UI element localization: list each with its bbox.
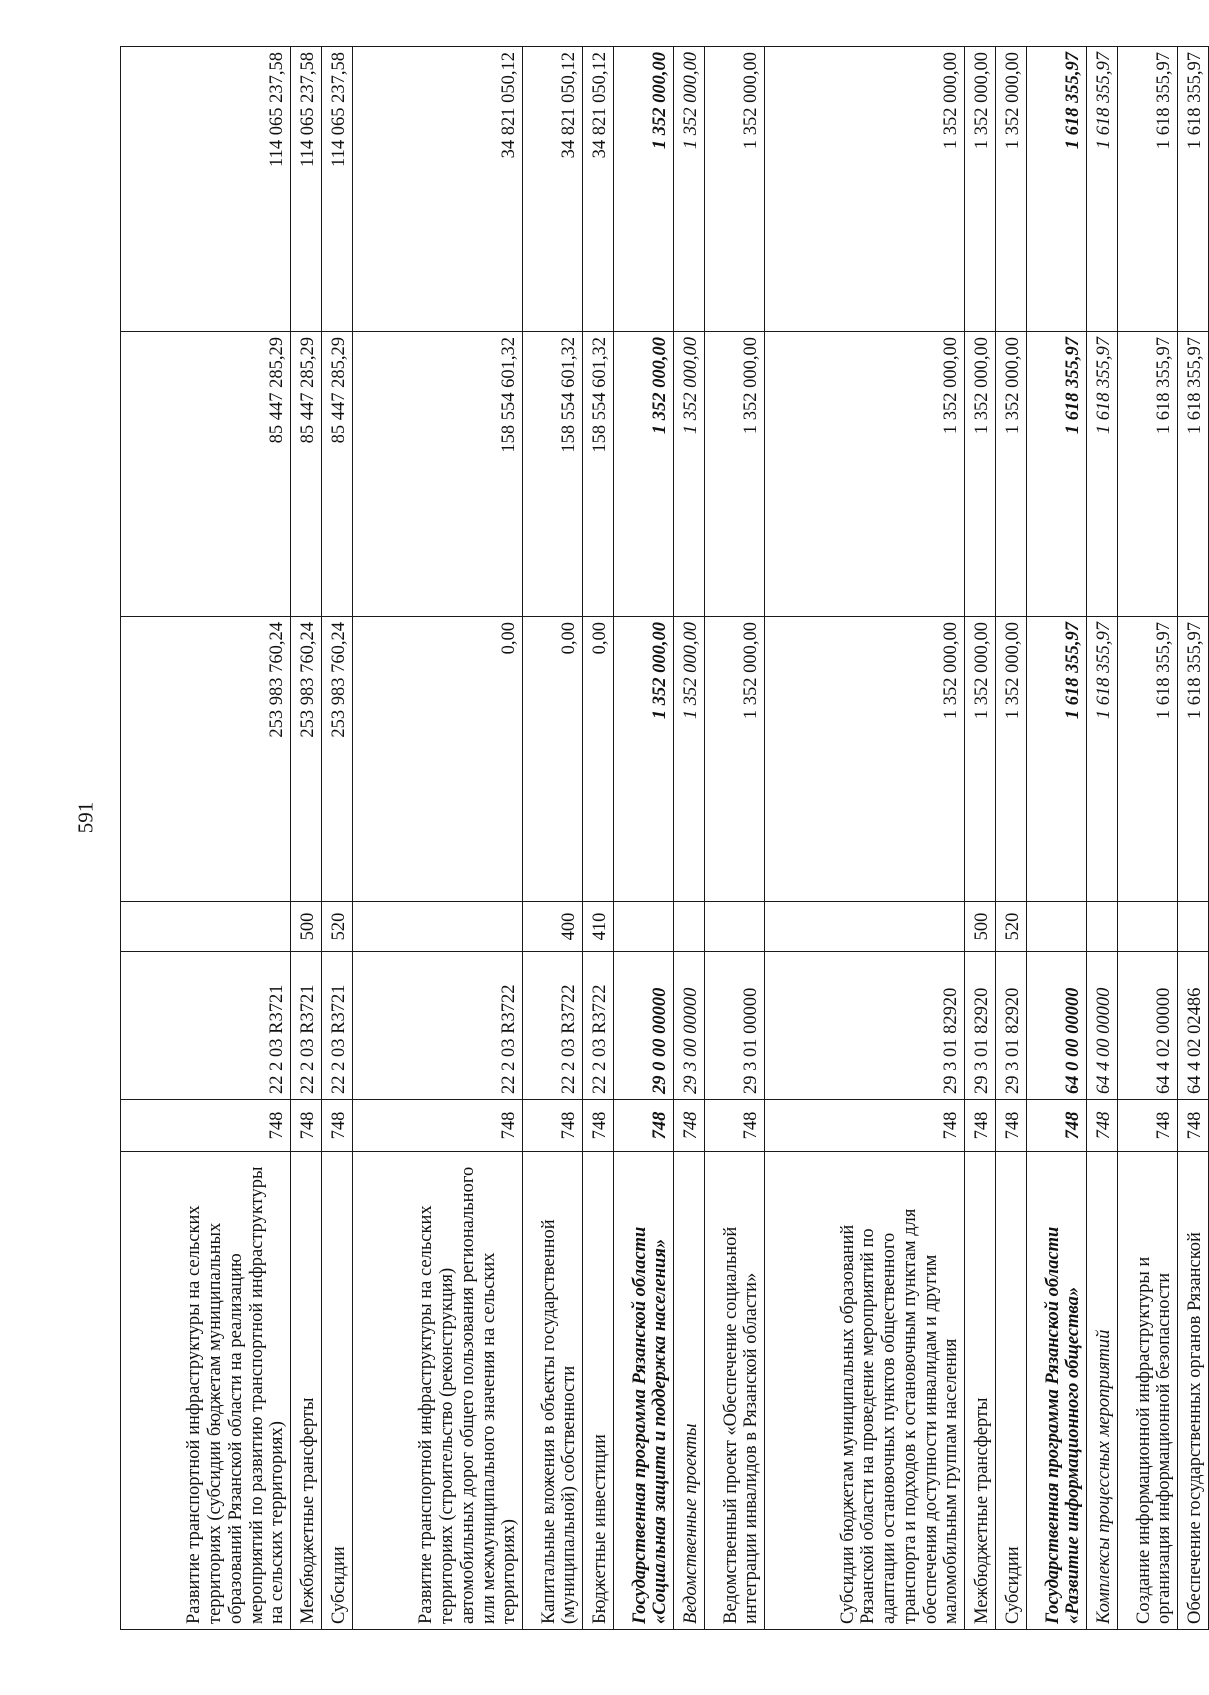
admin-code-cell: 748 [523,1100,583,1152]
amount-year2-cell: 1 618 355,97 [1178,332,1209,617]
amount-year1-cell: 1 618 355,97 [1118,617,1178,902]
expense-type-cell [765,902,965,952]
table-row [705,42,765,1630]
row-name-cell: Субсидии [322,1152,353,1630]
amount-year2-cell: 1 352 000,00 [614,332,674,617]
amount-year2-cell: 1 352 000,00 [965,332,996,617]
spacer-cell [765,42,965,47]
spacer-cell [674,42,705,47]
amount-year1-cell: 0,00 [353,617,523,902]
row-name-cell: Межбюджетные трансферты [291,1152,322,1630]
page-number: 591 [73,801,98,834]
expense-type-cell [1118,902,1178,952]
target-article-cell: 22 2 03 R3721 [291,952,322,1100]
admin-code-cell: 748 [1178,1100,1209,1152]
amount-year2-cell: 1 618 355,97 [1118,332,1178,617]
table-row [1118,42,1178,1630]
admin-code-cell: 748 [353,1100,523,1152]
spacer-cell [583,42,614,47]
target-article-cell: 22 2 03 R3722 [583,952,614,1100]
admin-code-cell: 748 [765,1100,965,1152]
row-name-cell: Бюджетные инвестиции [583,1152,614,1630]
amount-year1-cell: 1 618 355,97 [1178,617,1209,902]
admin-code-cell: 748 [705,1100,765,1152]
amount-year3-cell: 34 821 050,12 [583,47,614,332]
expense-type-cell: 520 [322,902,353,952]
target-article-cell: 29 3 00 00000 [674,952,705,1100]
admin-code-cell: 748 [996,1100,1027,1152]
amount-year3-cell: 1 352 000,00 [765,47,965,332]
budget-table [120,41,1209,1630]
expense-type-cell: 520 [996,902,1027,952]
amount-year3-cell: 1 352 000,00 [996,47,1027,332]
amount-year2-cell: 85 447 285,29 [121,332,291,617]
table-row [1178,42,1209,1630]
expense-type-cell [614,902,674,952]
amount-year1-cell: 1 618 355,97 [1027,617,1087,902]
table-row [674,42,705,1630]
table-row [1087,42,1118,1630]
expense-type-cell [674,902,705,952]
amount-year3-cell: 1 618 355,97 [1027,47,1087,332]
amount-year1-cell: 1 618 355,97 [1087,617,1118,902]
admin-code-cell: 748 [121,1100,291,1152]
amount-year2-cell: 1 352 000,00 [674,332,705,617]
expense-type-cell [1027,902,1087,952]
target-article-cell: 29 0 00 00000 [614,952,674,1100]
table-row [996,42,1027,1630]
target-article-cell: 22 2 03 R3721 [121,952,291,1100]
amount-year3-cell: 34 821 050,12 [523,47,583,332]
spacer-cell [121,42,291,47]
amount-year2-cell: 1 618 355,97 [1027,332,1087,617]
row-name-cell: Капитальные вложения в объекты государственной (муниципальной) собственности [523,1152,583,1630]
spacer-cell [996,42,1027,47]
admin-code-cell: 748 [1027,1100,1087,1152]
expense-type-cell: 500 [291,902,322,952]
row-name-cell: Государственная программа Рязанской области «Социальная защита и поддержка населения» [614,1152,674,1630]
amount-year2-cell: 1 352 000,00 [996,332,1027,617]
table-row [765,42,965,1630]
target-article-cell: 22 2 03 R3722 [353,952,523,1100]
spacer-cell [614,42,674,47]
row-name-cell: Развитие транспортной инфраструктуры на сельских территориях (строительство (реконструкция) автомобильных дорог общего пользования регионального или межмуниципального значения на сельских территориях) [353,1152,523,1630]
row-name-cell: Комплексы процессных мероприятий [1087,1152,1118,1630]
table-row [523,42,583,1630]
table-row [121,42,291,1630]
table-row [614,42,674,1630]
amount-year3-cell: 1 618 355,97 [1087,47,1118,332]
amount-year2-cell: 158 554 601,32 [353,332,523,617]
amount-year2-cell: 1 618 355,97 [1087,332,1118,617]
amount-year1-cell: 1 352 000,00 [705,617,765,902]
amount-year3-cell: 1 352 000,00 [614,47,674,332]
spacer-cell [1087,42,1118,47]
table-row [353,42,523,1630]
target-article-cell: 29 3 01 00000 [705,952,765,1100]
row-name-cell: Ведомственный проект «Обеспечение социальной интеграции инвалидов в Рязанской области» [705,1152,765,1630]
table-row [322,42,353,1630]
target-article-cell: 64 0 00 00000 [1027,952,1087,1100]
spacer-cell [353,42,523,47]
amount-year3-cell: 1 352 000,00 [965,47,996,332]
expense-type-cell [1178,902,1209,952]
expense-type-cell [121,902,291,952]
admin-code-cell: 748 [291,1100,322,1152]
row-name-cell: Субсидии бюджетам муниципальных образований Рязанской области на проведение мероприятий по адаптации остановочных пунктов общественного транспорта и подходов к остановочным пунктам для обеспечения доступности инвалидам и другим маломобильным группам населения [765,1152,965,1630]
admin-code-cell: 748 [614,1100,674,1152]
target-article-cell: 22 2 03 R3722 [523,952,583,1100]
target-article-cell: 64 4 02 00000 [1118,952,1178,1100]
row-name-cell: Создание информационной инфраструктуры и организация информационной безопасности [1118,1152,1178,1630]
expense-type-cell: 400 [523,902,583,952]
target-article-cell: 29 3 01 82920 [765,952,965,1100]
amount-year3-cell: 114 065 237,58 [291,47,322,332]
amount-year3-cell: 1 352 000,00 [705,47,765,332]
amount-year1-cell: 1 352 000,00 [765,617,965,902]
amount-year1-cell: 253 983 760,24 [322,617,353,902]
rotated-page-content [120,42,1206,1630]
amount-year1-cell: 1 352 000,00 [674,617,705,902]
amount-year3-cell: 1 618 355,97 [1178,47,1209,332]
table-row [291,42,322,1630]
spacer-cell [291,42,322,47]
admin-code-cell: 748 [1118,1100,1178,1152]
row-name-cell: Субсидии [996,1152,1027,1630]
row-name-cell: Межбюджетные трансферты [965,1152,996,1630]
admin-code-cell: 748 [583,1100,614,1152]
target-article-cell: 29 3 01 82920 [996,952,1027,1100]
table-row [1027,42,1087,1630]
amount-year1-cell: 0,00 [523,617,583,902]
amount-year3-cell: 1 618 355,97 [1118,47,1178,332]
amount-year1-cell: 253 983 760,24 [291,617,322,902]
amount-year1-cell: 253 983 760,24 [121,617,291,902]
row-name-cell: Ведомственные проекты [674,1152,705,1630]
spacer-cell [965,42,996,47]
amount-year2-cell: 1 352 000,00 [765,332,965,617]
expense-type-cell [353,902,523,952]
row-name-cell: Развитие транспортной инфраструктуры на сельских территориях (субсидии бюджетам муниципальных образований Рязанской области на реализацию мероприятий по развитию транспортной инфраструктуры на сельских территориях) [121,1152,291,1630]
row-name-cell: Государственная программа Рязанской области «Развитие информационного общества» [1027,1152,1087,1630]
amount-year2-cell: 85 447 285,29 [291,332,322,617]
amount-year2-cell: 1 352 000,00 [705,332,765,617]
spacer-cell [705,42,765,47]
admin-code-cell: 748 [674,1100,705,1152]
amount-year2-cell: 158 554 601,32 [583,332,614,617]
expense-type-cell: 500 [965,902,996,952]
target-article-cell: 64 4 02 02486 [1178,952,1209,1100]
table-row [965,42,996,1630]
spacer-cell [1027,42,1087,47]
admin-code-cell: 748 [322,1100,353,1152]
amount-year2-cell: 158 554 601,32 [523,332,583,617]
spacer-cell [1178,42,1209,47]
amount-year1-cell: 1 352 000,00 [965,617,996,902]
target-article-cell: 29 3 01 82920 [965,952,996,1100]
amount-year2-cell: 85 447 285,29 [322,332,353,617]
expense-type-cell: 410 [583,902,614,952]
expense-type-cell [705,902,765,952]
admin-code-cell: 748 [965,1100,996,1152]
amount-year3-cell: 1 352 000,00 [674,47,705,332]
target-article-cell: 64 4 00 00000 [1087,952,1118,1100]
target-article-cell: 22 2 03 R3721 [322,952,353,1100]
expense-type-cell [1087,902,1118,952]
amount-year3-cell: 114 065 237,58 [121,47,291,332]
table-row [583,42,614,1630]
spacer-cell [523,42,583,47]
amount-year1-cell: 0,00 [583,617,614,902]
amount-year3-cell: 114 065 237,58 [322,47,353,332]
amount-year3-cell: 34 821 050,12 [353,47,523,332]
row-name-cell: Обеспечение государственных органов Рязанской [1178,1152,1209,1630]
spacer-cell [1118,42,1178,47]
spacer-cell [322,42,353,47]
amount-year1-cell: 1 352 000,00 [996,617,1027,902]
amount-year1-cell: 1 352 000,00 [614,617,674,902]
admin-code-cell: 748 [1087,1100,1118,1152]
